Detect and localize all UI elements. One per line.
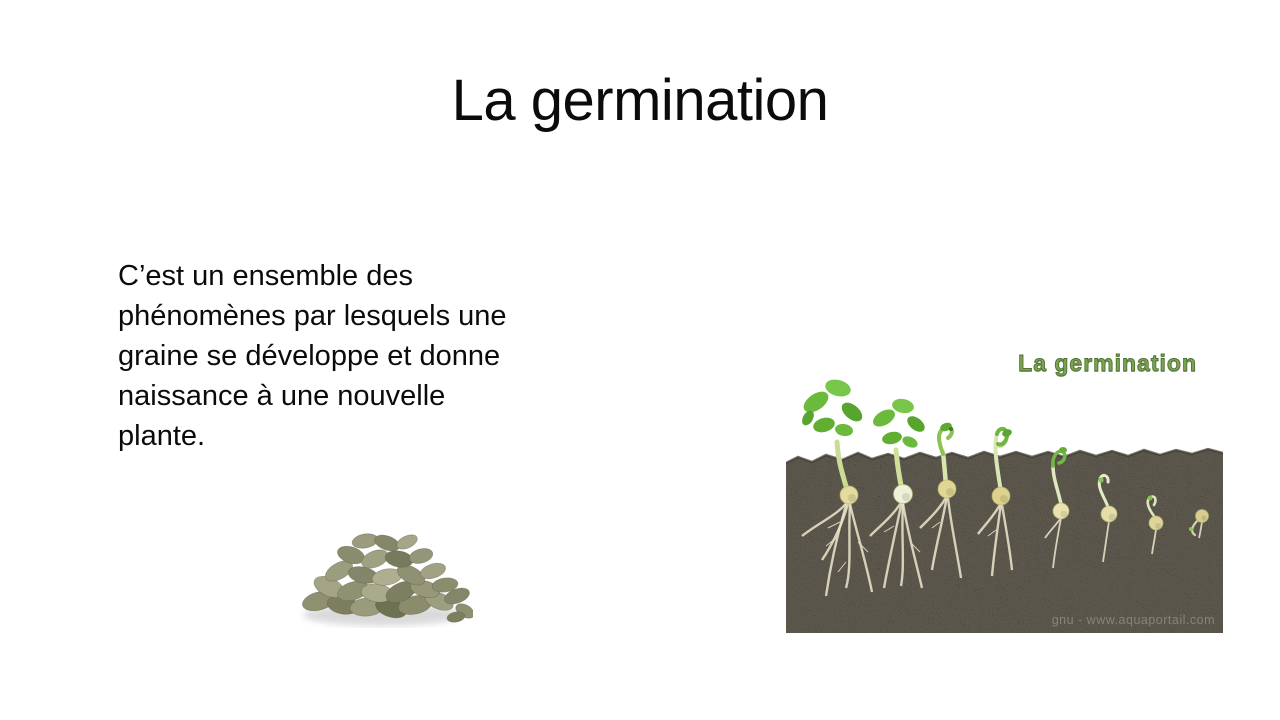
photo-watermark: gnu - www.aquaportail.com: [1051, 613, 1215, 627]
photo-title-label: La germination: [1018, 350, 1197, 376]
body-text-line: C’est un ensemble des: [118, 260, 413, 292]
body-text-line: plante.: [118, 420, 206, 452]
body-text-line: phénomènes par lesquels une: [118, 300, 507, 332]
body-text-line: naissance à une nouvelle: [118, 380, 446, 412]
germination-stages-photo: [786, 330, 1223, 633]
pumpkin-seeds-illustration: [293, 503, 473, 628]
body-text-block: [118, 256, 507, 456]
body-text-line: graine se développe et donne: [118, 340, 501, 372]
slide-title: La germination: [451, 68, 829, 133]
pumpkin-seeds-image: [293, 503, 473, 628]
